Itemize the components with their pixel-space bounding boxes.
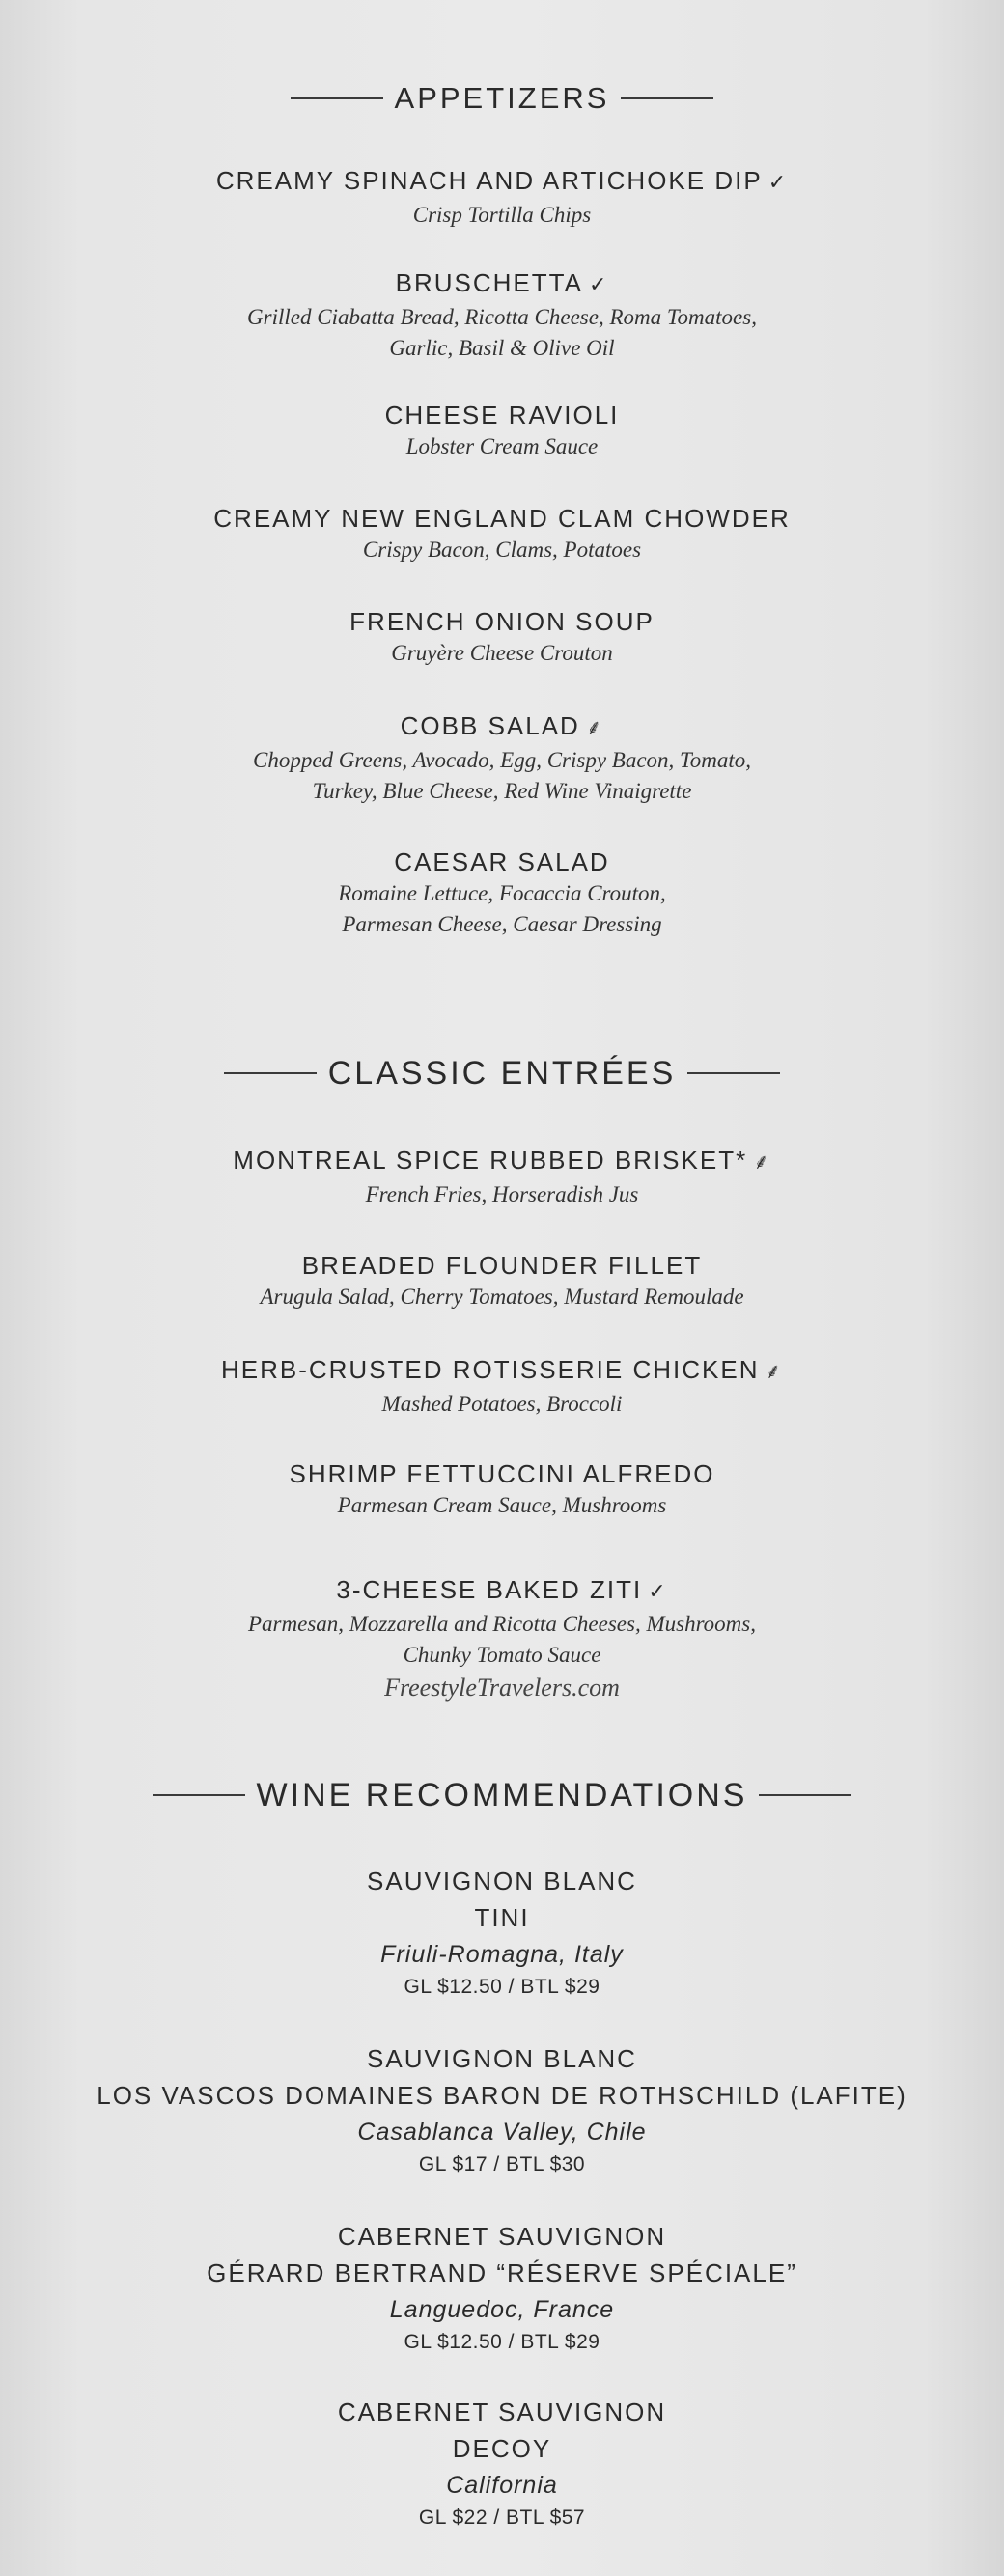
- dish-description-line2: Parmesan Cheese, Caesar Dressing: [342, 912, 662, 936]
- dish-description: Grilled Ciabatta Bread, Ricotta Cheese, Roma Tomatoes,: [247, 305, 757, 329]
- dish-name: CAESAR SALAD: [394, 847, 610, 876]
- wine-varietal: CABERNET SAUVIGNON: [337, 2222, 667, 2251]
- dish-description: French Fries, Horseradish Jus: [365, 1182, 639, 1206]
- dish-description: Mashed Potatoes, Broccoli: [381, 1392, 623, 1416]
- wine-item: [0, 1863, 1004, 2002]
- vegetarian-icon: ✓: [588, 273, 609, 297]
- menu-item: [0, 399, 1004, 462]
- menu-item: [0, 1144, 1004, 1210]
- dish-description: Gruyère Cheese Crouton: [391, 641, 613, 665]
- watermark-text: FreestyleTravelers.com: [384, 1674, 620, 1702]
- wine-item: [0, 2218, 1004, 2357]
- wine-producer: LOS VASCOS DOMAINES BARON DE ROTHSCHILD (LAFITE): [97, 2081, 907, 2110]
- header-rule-right: [621, 97, 713, 99]
- menu-item: [0, 1249, 1004, 1313]
- entrees-header: [0, 1050, 1004, 1096]
- wine-price: GL $12.50 / BTL $29: [404, 2331, 600, 2353]
- dish-name: HERB-CRUSTED ROTISSERIE CHICKEN: [220, 1355, 760, 1384]
- dish-description: Crisp Tortilla Chips: [412, 203, 592, 227]
- wine-producer: TINI: [474, 1903, 530, 1932]
- dish-name: CREAMY SPINACH AND ARTICHOKE DIP: [215, 166, 763, 195]
- menu-item: [0, 1573, 1004, 1705]
- menu-item: [0, 845, 1004, 940]
- header-rule-left: [291, 97, 383, 99]
- dish-name: COBB SALAD: [400, 711, 580, 740]
- wines-title: WINE RECOMMENDATIONS: [256, 1776, 748, 1814]
- wine-item: [0, 2394, 1004, 2533]
- menu-item: [0, 605, 1004, 669]
- menu-item: [0, 502, 1004, 566]
- dish-name: 3-CHEESE BAKED ZITI: [336, 1575, 643, 1604]
- dish-description-line2: Chunky Tomato Sauce: [403, 1643, 601, 1667]
- vegetarian-icon: ✓: [648, 1580, 668, 1604]
- menu-item: [0, 266, 1004, 364]
- dish-description: Arugula Salad, Cherry Tomatoes, Mustard Remoulade: [260, 1285, 744, 1309]
- dish-name: BRUSCHETTA: [395, 268, 583, 297]
- gluten-free-icon: ⸙: [753, 1150, 771, 1175]
- wine-region: California: [446, 2472, 558, 2499]
- wine-price: GL $12.50 / BTL $29: [404, 1976, 600, 1998]
- dish-name: CHEESE RAVIOLI: [384, 401, 620, 429]
- wine-producer: GÉRARD BERTRAND “RÉSERVE SPÉCIALE”: [207, 2258, 797, 2287]
- wine-region: Casablanca Valley, Chile: [357, 2119, 647, 2146]
- wine-varietal: SAUVIGNON BLANC: [367, 1867, 637, 1896]
- vegetarian-icon: ✓: [767, 171, 789, 195]
- appetizers-header: [0, 77, 1004, 120]
- wine-region: Friuli-Romagna, Italy: [380, 1941, 624, 1968]
- wine-producer: DECOY: [452, 2434, 552, 2463]
- dish-name: CREAMY NEW ENGLAND CLAM CHOWDER: [213, 504, 791, 533]
- appetizers-title: APPETIZERS: [394, 81, 610, 115]
- dish-name: MONTREAL SPICE RUBBED BRISKET*: [233, 1146, 748, 1175]
- dish-name: BREADED FLOUNDER FILLET: [301, 1251, 703, 1280]
- header-rule-right: [687, 1072, 780, 1074]
- dish-description: Parmesan, Mozzarella and Ricotta Cheeses, Mushrooms,: [248, 1612, 756, 1636]
- dish-description: Parmesan Cream Sauce, Mushrooms: [337, 1493, 667, 1517]
- wine-price: GL $22 / BTL $57: [418, 2507, 586, 2529]
- menu-item: [0, 709, 1004, 807]
- dish-description: Chopped Greens, Avocado, Egg, Crispy Bacon, Tomato,: [253, 748, 751, 772]
- dish-name: FRENCH ONION SOUP: [349, 607, 655, 636]
- dish-description: Crispy Bacon, Clams, Potatoes: [362, 538, 642, 562]
- header-rule-left: [153, 1794, 245, 1796]
- menu-item: [0, 1353, 1004, 1420]
- dish-description: Romaine Lettuce, Focaccia Crouton,: [338, 881, 666, 905]
- dish-description: Lobster Cream Sauce: [405, 434, 599, 458]
- header-rule-left: [224, 1072, 317, 1074]
- wine-region: Languedoc, France: [389, 2296, 615, 2323]
- wine-item: [0, 2040, 1004, 2179]
- wines-header: [0, 1772, 1004, 1818]
- wine-price: GL $17 / BTL $30: [418, 2153, 586, 2175]
- header-rule-right: [759, 1794, 851, 1796]
- wine-varietal: SAUVIGNON BLANC: [367, 2044, 637, 2073]
- dish-description-line2: Turkey, Blue Cheese, Red Wine Vinaigrette: [312, 779, 692, 803]
- dish-name: SHRIMP FETTUCCINI ALFREDO: [289, 1459, 715, 1488]
- gluten-free-icon: ⸙: [585, 716, 604, 740]
- menu-item: [0, 164, 1004, 231]
- menu-item: [0, 1457, 1004, 1521]
- dish-description-line2: Garlic, Basil & Olive Oil: [389, 336, 615, 360]
- gluten-free-icon: ⸙: [765, 1360, 783, 1384]
- wine-varietal: CABERNET SAUVIGNON: [337, 2397, 667, 2426]
- entrees-title: CLASSIC ENTRÉES: [327, 1054, 677, 1092]
